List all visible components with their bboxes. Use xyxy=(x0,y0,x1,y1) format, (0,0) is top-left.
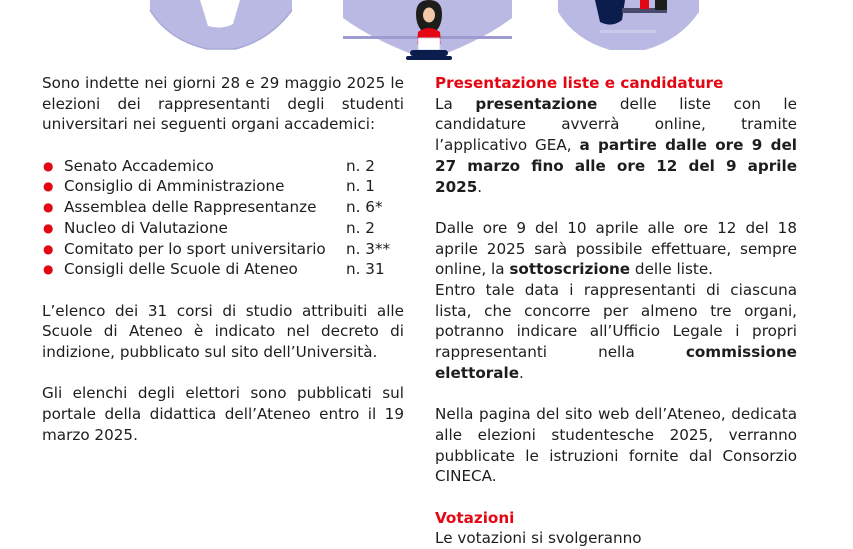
presentation-paragraph xyxy=(435,94,797,198)
organs-list xyxy=(42,156,404,280)
left-column xyxy=(42,73,404,446)
organ-name: Consigli delle Scuole di Ateneo xyxy=(64,260,298,279)
text-run: Dalle ore 9 del 10 aprile alle ore 12 del 18 aprile 2025 sarà possibile effettuare, sempre online, la xyxy=(435,218,797,279)
subscription-paragraph xyxy=(435,218,797,280)
organ-seats: n. 2 xyxy=(346,218,375,237)
heart-illustration-center xyxy=(343,0,512,60)
organ-name: Nucleo di Valutazione xyxy=(64,218,228,237)
bullet-icon: ● xyxy=(43,179,54,194)
electors-paragraph: Gli elenchi degli elettori sono pubblicati sul portale della didattica dell’Ateneo entro il 19 marzo 2025. xyxy=(42,384,404,444)
text-run: delle liste. xyxy=(630,260,714,279)
text-run: delle liste con le candidature avverrà online, tramite l’applicativo GEA, xyxy=(435,94,797,155)
organ-seats: n. 31 xyxy=(346,260,385,279)
list-item xyxy=(42,156,404,177)
section-heading-voting: Votazioni xyxy=(435,508,515,527)
list-item xyxy=(42,197,404,218)
heart-illustration-left xyxy=(150,0,292,49)
list-item xyxy=(42,218,404,239)
bold-text: presentazione xyxy=(475,94,598,113)
voting-paragraph: Le votazioni si svolgeranno xyxy=(435,529,642,548)
right-column xyxy=(435,73,797,549)
text-run: La xyxy=(435,94,476,113)
text-run: Entro tale data i rappresentanti di ciascuna lista, che concorre per almeno tre organi, potranno indicare all’Ufficio Legale i propri rappresentanti nella xyxy=(435,281,797,362)
section-heading-lists: Presentazione liste e candidature xyxy=(435,74,724,92)
organ-seats: n. 2 xyxy=(346,156,375,175)
organ-name: Senato Accademico xyxy=(64,156,214,175)
list-item xyxy=(42,176,404,197)
list-item xyxy=(42,259,404,280)
courses-paragraph: L’elenco dei 31 corsi di studio attribuiti alle Scuole di Ateneo è indicato nel decreto di indizione, pubblicato sul sito dell’Università. xyxy=(42,301,404,362)
bullet-icon: ● xyxy=(43,220,54,235)
organ-seats: n. 1 xyxy=(346,177,375,196)
organ-name: Assemblea delle Rappresentanze xyxy=(64,198,317,217)
bullet-icon: ● xyxy=(43,200,54,215)
header-illustration xyxy=(0,0,853,60)
text-run: . xyxy=(477,177,483,196)
commission-paragraph xyxy=(435,280,797,384)
list-item xyxy=(42,239,404,260)
organ-name: Comitato per lo sport universitario xyxy=(64,239,326,258)
bold-text: sottoscrizione xyxy=(509,260,631,279)
organ-seats: n. 6* xyxy=(346,198,383,217)
bold-text: a partire dalle ore 9 del 27 marzo fino alle ore 12 del 9 aprile 2025 xyxy=(435,136,797,196)
heart-illustration-right xyxy=(558,0,699,50)
instructions-paragraph: Nella pagina del sito web dell’Ateneo, dedicata alle elezioni studentesche 2025, verranno pubblicate le istruzioni fornite dal Consorzio CINECA. xyxy=(435,405,797,486)
bullet-icon: ● xyxy=(43,158,54,173)
organ-seats: n. 3** xyxy=(346,239,391,258)
bold-text: commissione elettorale xyxy=(435,343,797,382)
organ-name: Consiglio di Amministrazione xyxy=(64,177,285,196)
bullet-icon: ● xyxy=(43,241,54,256)
text-run: . xyxy=(519,363,524,382)
intro-paragraph: Sono indette nei giorni 28 e 29 maggio 2025 le elezioni dei rappresentanti degli studenti universitari nei seguenti organi accademici: xyxy=(42,74,404,134)
bullet-icon: ● xyxy=(43,262,54,277)
